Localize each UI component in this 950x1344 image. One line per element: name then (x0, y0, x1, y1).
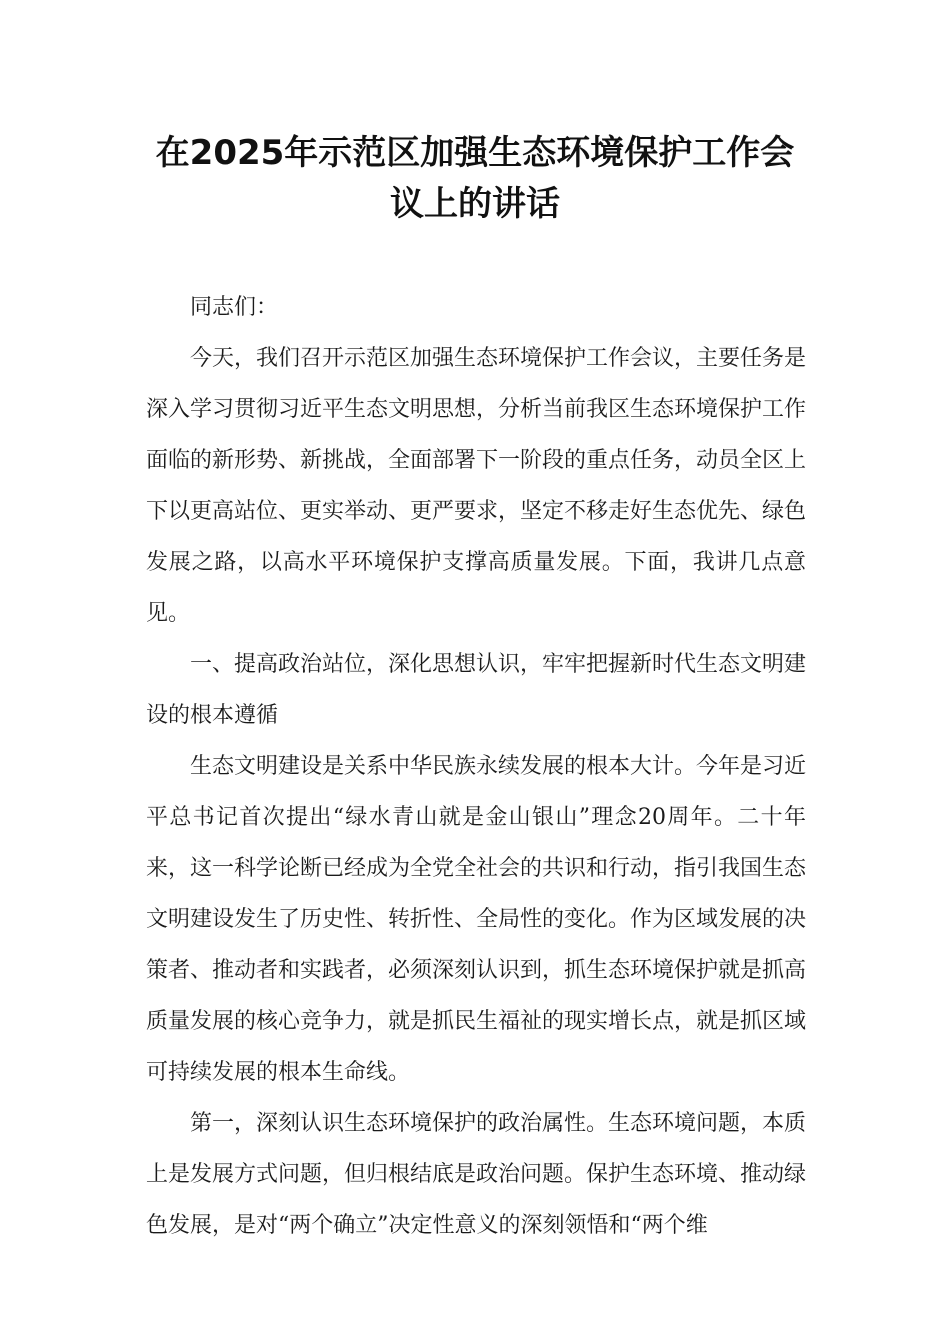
salutation: 同志们： (190, 295, 279, 320)
document-title-line-1: 在2025年示范区加强生态环境保护工作会 (155, 133, 795, 173)
section-heading-1: 一、提高政治站位，深化思想认识，牢牢把握新时代生态文明建设的根本遵循 (146, 652, 807, 728)
document-body (146, 282, 806, 1251)
paragraph-ecological-civilization: 生态文明建设是关系中华民族永续发展的根本大计。今年是习近平总书记首次提出“绿水青山就是金山银山”理念20周年。二十年来，这一科学论断已经成为全党全社会的共识和行动，指引我国生态文明建设发生了历史性、转折性、全局性的变化。作为区域发展的决策者、推动者和实践者，必须深刻认识到，抓生态环境保护就是抓高质量发展的核心竞争力，就是抓民生福祉的现实增长点，就是抓区域可持续发展的根本生命线。 (146, 754, 807, 1085)
paragraph-point-one: 第一，深刻认识生态环境保护的政治属性。生态环境问题，本质上是发展方式问题，但归根结底是政治问题。保护生态环境、推动绿色发展，是对“两个确立”决定性意义的深刻领悟和“两个维 (146, 1111, 807, 1238)
document-title (130, 128, 820, 230)
document-title-line-2: 议上的讲话 (390, 184, 560, 224)
paragraph-intro: 今天，我们召开示范区加强生态环境保护工作会议，主要任务是深入学习贯彻习近平生态文明思想，分析当前我区生态环境保护工作面临的新形势、新挑战，全面部署下一阶段的重点任务，动员全区上下以更高站位、更实举动、更严要求，坚定不移走好生态优先、绿色发展之路，以高水平环境保护支撑高质量发展。下面，我讲几点意见。 (146, 346, 807, 626)
